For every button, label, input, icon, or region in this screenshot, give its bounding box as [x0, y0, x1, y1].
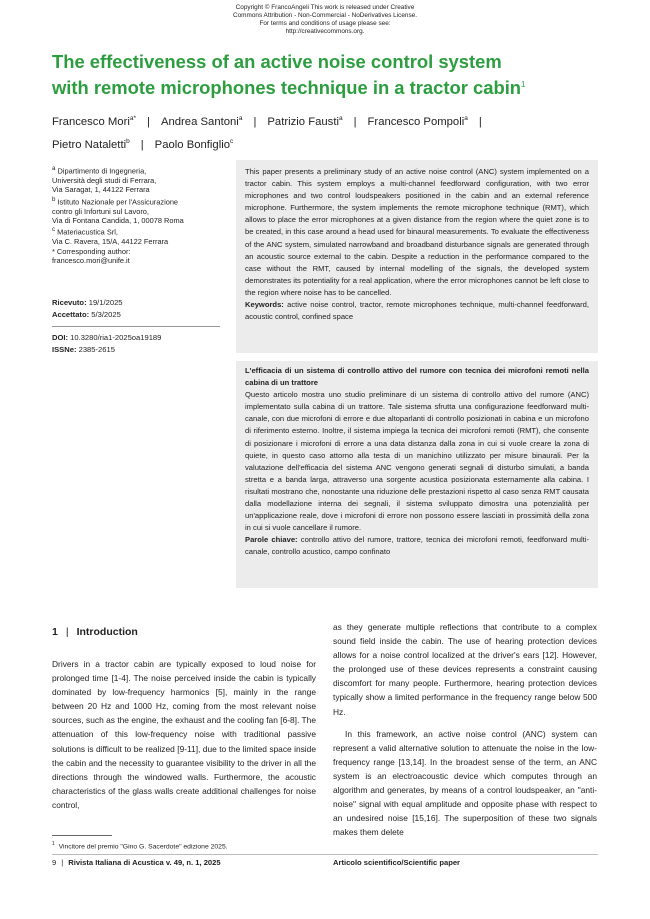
author-affiliation-mark: b	[126, 137, 130, 145]
keywords-label: Parole chiave:	[245, 535, 298, 545]
issn	[52, 344, 227, 356]
license-link[interactable]: http://creativecommons.org.	[285, 28, 365, 35]
section-heading	[52, 626, 138, 638]
author-separator: |	[253, 115, 257, 128]
author-separator: |	[147, 115, 150, 128]
footnote-text: Vincitore del premio "Gino G. Sacerdote" edizione 2025.	[58, 843, 228, 851]
author-name: Francesco Pompoli	[367, 115, 465, 128]
author-name: Pietro Nataletti	[52, 138, 127, 151]
divider	[52, 326, 220, 327]
keywords	[245, 534, 589, 558]
doi-label: DOI:	[52, 333, 69, 342]
affiliation-line: Via di Fontana Candida, 1, 00078 Roma	[52, 215, 184, 225]
author-name: Patrizio Fausti	[267, 115, 339, 128]
affiliation-mark: c	[52, 226, 56, 234]
affiliation-line: contro gli Infortuni sul Lavoro,	[52, 206, 149, 216]
title-line-1: The effectiveness of an active noise control system	[52, 51, 502, 72]
title-line-2: with remote microphones technique in a tractor cabin	[52, 77, 522, 99]
affiliation-line: Istituto Nazionale per l'Assicurazione	[57, 197, 179, 207]
doi	[52, 332, 227, 344]
italian-title: L'efficacia di un sistema di controllo attivo del rumore con tecnica dei microfoni remoti nella cabina di un trattore	[245, 366, 589, 388]
section-title: Introduction	[76, 626, 138, 638]
page-footer-left	[52, 858, 221, 867]
paper-title	[52, 50, 612, 99]
accepted-date	[52, 309, 227, 321]
footer-separator: |	[61, 858, 64, 867]
keywords	[245, 299, 589, 323]
corresponding-author-label: * Corresponding author:	[52, 246, 131, 256]
author-separator: |	[478, 115, 482, 128]
affiliation-b	[52, 195, 227, 207]
body-paragraph: In this framework, an active noise control (ANC) system can represent a valid alternative solution to attenuate the noise in the low-frequency range [13,14]. In the broadest sense of the term, an ANC system is an electroacoustic device which computes through an algorithm and generates, by means of a control loudspeaker, an "anti-noise" signal with equal amplitude and opposite phase with respect to an undesired noise [15,16]. The superposition of these two signals makes them delete	[333, 728, 597, 838]
author-separator: |	[140, 138, 144, 151]
accepted-value: 5/3/2025	[91, 309, 121, 319]
section-separator: |	[65, 626, 69, 638]
affiliation-mark: b	[52, 195, 56, 203]
page-number: 9	[52, 858, 57, 867]
footnote	[52, 841, 228, 850]
footer-divider	[52, 854, 598, 855]
author-list	[52, 109, 612, 155]
article-dates	[52, 297, 227, 355]
received-date	[52, 297, 227, 309]
license-notice	[200, 4, 450, 36]
author-affiliation-mark: a	[464, 115, 468, 122]
license-line: Copyright © FrancoAngeli This work is released under Creative	[235, 4, 415, 11]
affiliation-c	[52, 225, 227, 237]
license-line: For terms and conditions of usage please see:	[259, 20, 391, 27]
body-paragraph: as they generate multiple reflections that contribute to a complex sound field inside the cabin. The use of hearing protection devices allows for a noise control localized at the driver's ears [12]. However, the prolonged use of these devices represents a constraint causing discomfort for many people. Furthermore, hearing protection devices typically show a limited performance in the frequency range below 500 Hz.	[333, 622, 597, 717]
affiliations	[52, 164, 227, 265]
title-footnote-mark: 1	[521, 80, 526, 89]
affiliation-line: Università degli studi di Ferrara,	[52, 175, 157, 185]
author-name: Francesco Mori	[52, 115, 130, 128]
author-name: Paolo Bonfiglio	[154, 138, 231, 151]
corresponding-author-email[interactable]: francesco.mori@unife.it	[52, 256, 130, 266]
issn-label: ISSNe:	[52, 344, 77, 354]
accepted-label: Accettato:	[52, 309, 90, 319]
abstract-english	[236, 160, 598, 353]
keywords-value: controllo attivo del rumore, trattore, tecnica dei microfoni remoti, feedforward multi-canale, controllo acustico, campo confinato	[245, 535, 589, 557]
article-type: Articolo scientifico/Scientific paper	[333, 858, 461, 867]
journal-name: Rivista Italiana di Acustica v. 49, n. 1, 2025	[68, 858, 221, 867]
body-column-right	[333, 620, 597, 839]
abstract-text: This paper presents a preliminary study of an active noise control (ANC) system implemented on a tractor cabin. This system employs a multi-channel feedforward configuration, with two error microphones and two control loudspeakers positioned in the cabin and an external reference microphone. Furthermore, the system implements the remote microphone technique (RMT), which allows to place the error microphones at a given distance from the region where the quiet zone is to be created, in this case around a head used for binaural measurements. To evaluate the effectiveness of the ANC system, simulated narrowband and broadband disturbance signals are generated through an acoustic source external to the cabin. Despite a reduction in the performance compared to the case without the RMT, caused by internal modelling of the signals, the developed system demonstrates its potentiality for a real application, where the error microphones cannot be left close to the region where noise has to be cancelled.	[245, 167, 589, 297]
affiliation-line: Via Saragat, 1, 44122 Ferrara	[52, 185, 150, 195]
author-affiliation-mark: c	[230, 137, 234, 145]
author-name: Andrea Santoni	[160, 115, 239, 128]
received-label: Ricevuto:	[52, 298, 87, 307]
author-affiliation-mark: a*	[129, 115, 136, 122]
body-column-left	[52, 657, 316, 812]
author-affiliation-mark: a	[338, 115, 343, 122]
section-number: 1	[52, 626, 58, 638]
footnote-divider	[52, 835, 112, 836]
footnote-mark: 1	[52, 841, 55, 847]
author-separator: |	[353, 115, 357, 128]
body-paragraph: Drivers in a tractor cabin are typically exposed to loud noise for prolonged time [1-4]. The noise perceived inside the cabin is typically dominated by low-frequency harmonics [5], mainly in the range between 20 Hz and 1000 Hz, coming from the most relevant noise sources, such as the engine, the exhaust and the cooling fan [6-8]. The attenuation of this low-frequency noise with traditional passive solutions is difficult to be realized [9-11], due to the limited space inside the cabin and the necessity to guarantee visibility to the driver in all the directions through the windowed walls. Furthermore, the acoustic characteristics of the glass walls create additional challenges for noise control,	[52, 659, 316, 810]
affiliation-line: Materiacustica Srl,	[57, 227, 118, 237]
affiliation-mark: a	[52, 165, 56, 172]
doi-value[interactable]: 10.3280/ria1-2025oa19189	[70, 333, 162, 342]
license-line: Commons Attribution - Non-Commercial - NoDerivatives License.	[233, 12, 417, 19]
abstract-text: Questo articolo mostra uno studio preliminare di un sistema di controllo attivo del rumore (ANC) implementato sulla cabina di un trattore. Tale sistema sfrutta una configurazione feedforward multi-canale, con due microfoni di errore e due altoparlanti di controllo posizionati in cabina e un microfono di riferimento esterno. Inoltre, il sistema impiega la tecnica dei microfoni remoti (RMT), che consente di posizionare i microfoni di errore a una data distanza dalla zona in cui si vuole creare la zona di quiete, in questo caso attorno alla testa di un manichino utilizzato per misure binaurali. Per la valutazione dell'efficacia del sistema ANC vengono generati segnali di disturbo simulati, a banda stretta e a banda larga, attraverso una sorgente acustica posizionata esternamente alla cabina. I risultati mostrano che, nonostante una riduzione delle prestazioni rispetto al caso senza RMT causata dalla modellazione interna dei segnali, il sistema sviluppato dimostra una potenzialità per un'applicazione reale, dove i microfoni di errore non possono essere lasciati in prossimità della zona in cui si vuole cancellare il rumore.	[245, 390, 589, 533]
received-value: 19/1/2025	[88, 298, 123, 307]
keywords-value: active noise control, tractor, remote microphones technique, multi-channel feedforward, acoustic control, confined space	[245, 300, 589, 322]
affiliation-line: Via C. Ravera, 15/A, 44122 Ferrara	[52, 237, 169, 247]
abstract-italian	[236, 361, 598, 588]
affiliation-a	[52, 164, 227, 176]
keywords-label: Keywords:	[245, 300, 284, 310]
issn-value: 2385-2615	[78, 344, 115, 354]
author-affiliation-mark: a	[238, 115, 243, 122]
affiliation-line: Dipartimento di Ingegneria,	[57, 166, 147, 176]
